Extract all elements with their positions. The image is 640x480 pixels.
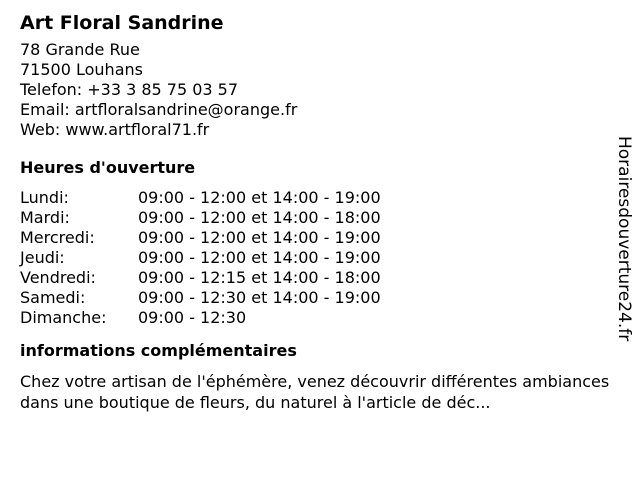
hours-time: 09:00 - 12:30 et 14:00 - 19:00: [138, 288, 381, 307]
hours-time: 09:00 - 12:00 et 14:00 - 19:00: [138, 228, 381, 247]
address-city: 71500 Louhans: [20, 60, 143, 79]
hours-day: Samedi:: [20, 288, 86, 307]
hours-row: [20, 248, 381, 268]
web-line: Web: www.artfloral71.fr: [20, 120, 210, 139]
hours-row: [20, 308, 381, 328]
hours-row: [20, 288, 381, 308]
phone-line: Telefon: +33 3 85 75 03 57: [20, 80, 239, 99]
email-line: Email: artfloralsandrine@orange.fr: [20, 100, 298, 119]
site-watermark: Horairesdouverture24.fr: [614, 136, 634, 342]
address-street: 78 Grande Rue: [20, 40, 140, 59]
business-name: Art Floral Sandrine: [20, 12, 224, 34]
hours-day: Dimanche:: [20, 308, 107, 327]
hours-day: Jeudi:: [20, 248, 65, 267]
opening-hours-table: [20, 188, 381, 328]
hours-day: Mardi:: [20, 208, 70, 227]
hours-day: Lundi:: [20, 188, 69, 207]
contact-block: [20, 40, 610, 140]
hours-day: Vendredi:: [20, 268, 96, 287]
hours-row: [20, 208, 381, 228]
hours-time: 09:00 - 12:00 et 14:00 - 18:00: [138, 208, 381, 227]
business-card: [20, 10, 610, 413]
hours-time: 09:00 - 12:15 et 14:00 - 18:00: [138, 268, 381, 287]
hours-time: 09:00 - 12:30: [138, 308, 247, 327]
hours-time: 09:00 - 12:00 et 14:00 - 19:00: [138, 188, 381, 207]
info-description: Chez votre artisan de l'éphémère, venez découvrir différentes ambiances dans une boutique de fleurs, du naturel à l'article de déc...: [20, 372, 610, 412]
hours-row: [20, 228, 381, 248]
hours-time: 09:00 - 12:00 et 14:00 - 19:00: [138, 248, 381, 267]
hours-heading: Heures d'ouverture: [20, 158, 196, 177]
info-heading: informations complémentaires: [20, 341, 297, 360]
hours-row: [20, 188, 381, 208]
hours-row: [20, 268, 381, 288]
hours-day: Mercredi:: [20, 228, 95, 247]
